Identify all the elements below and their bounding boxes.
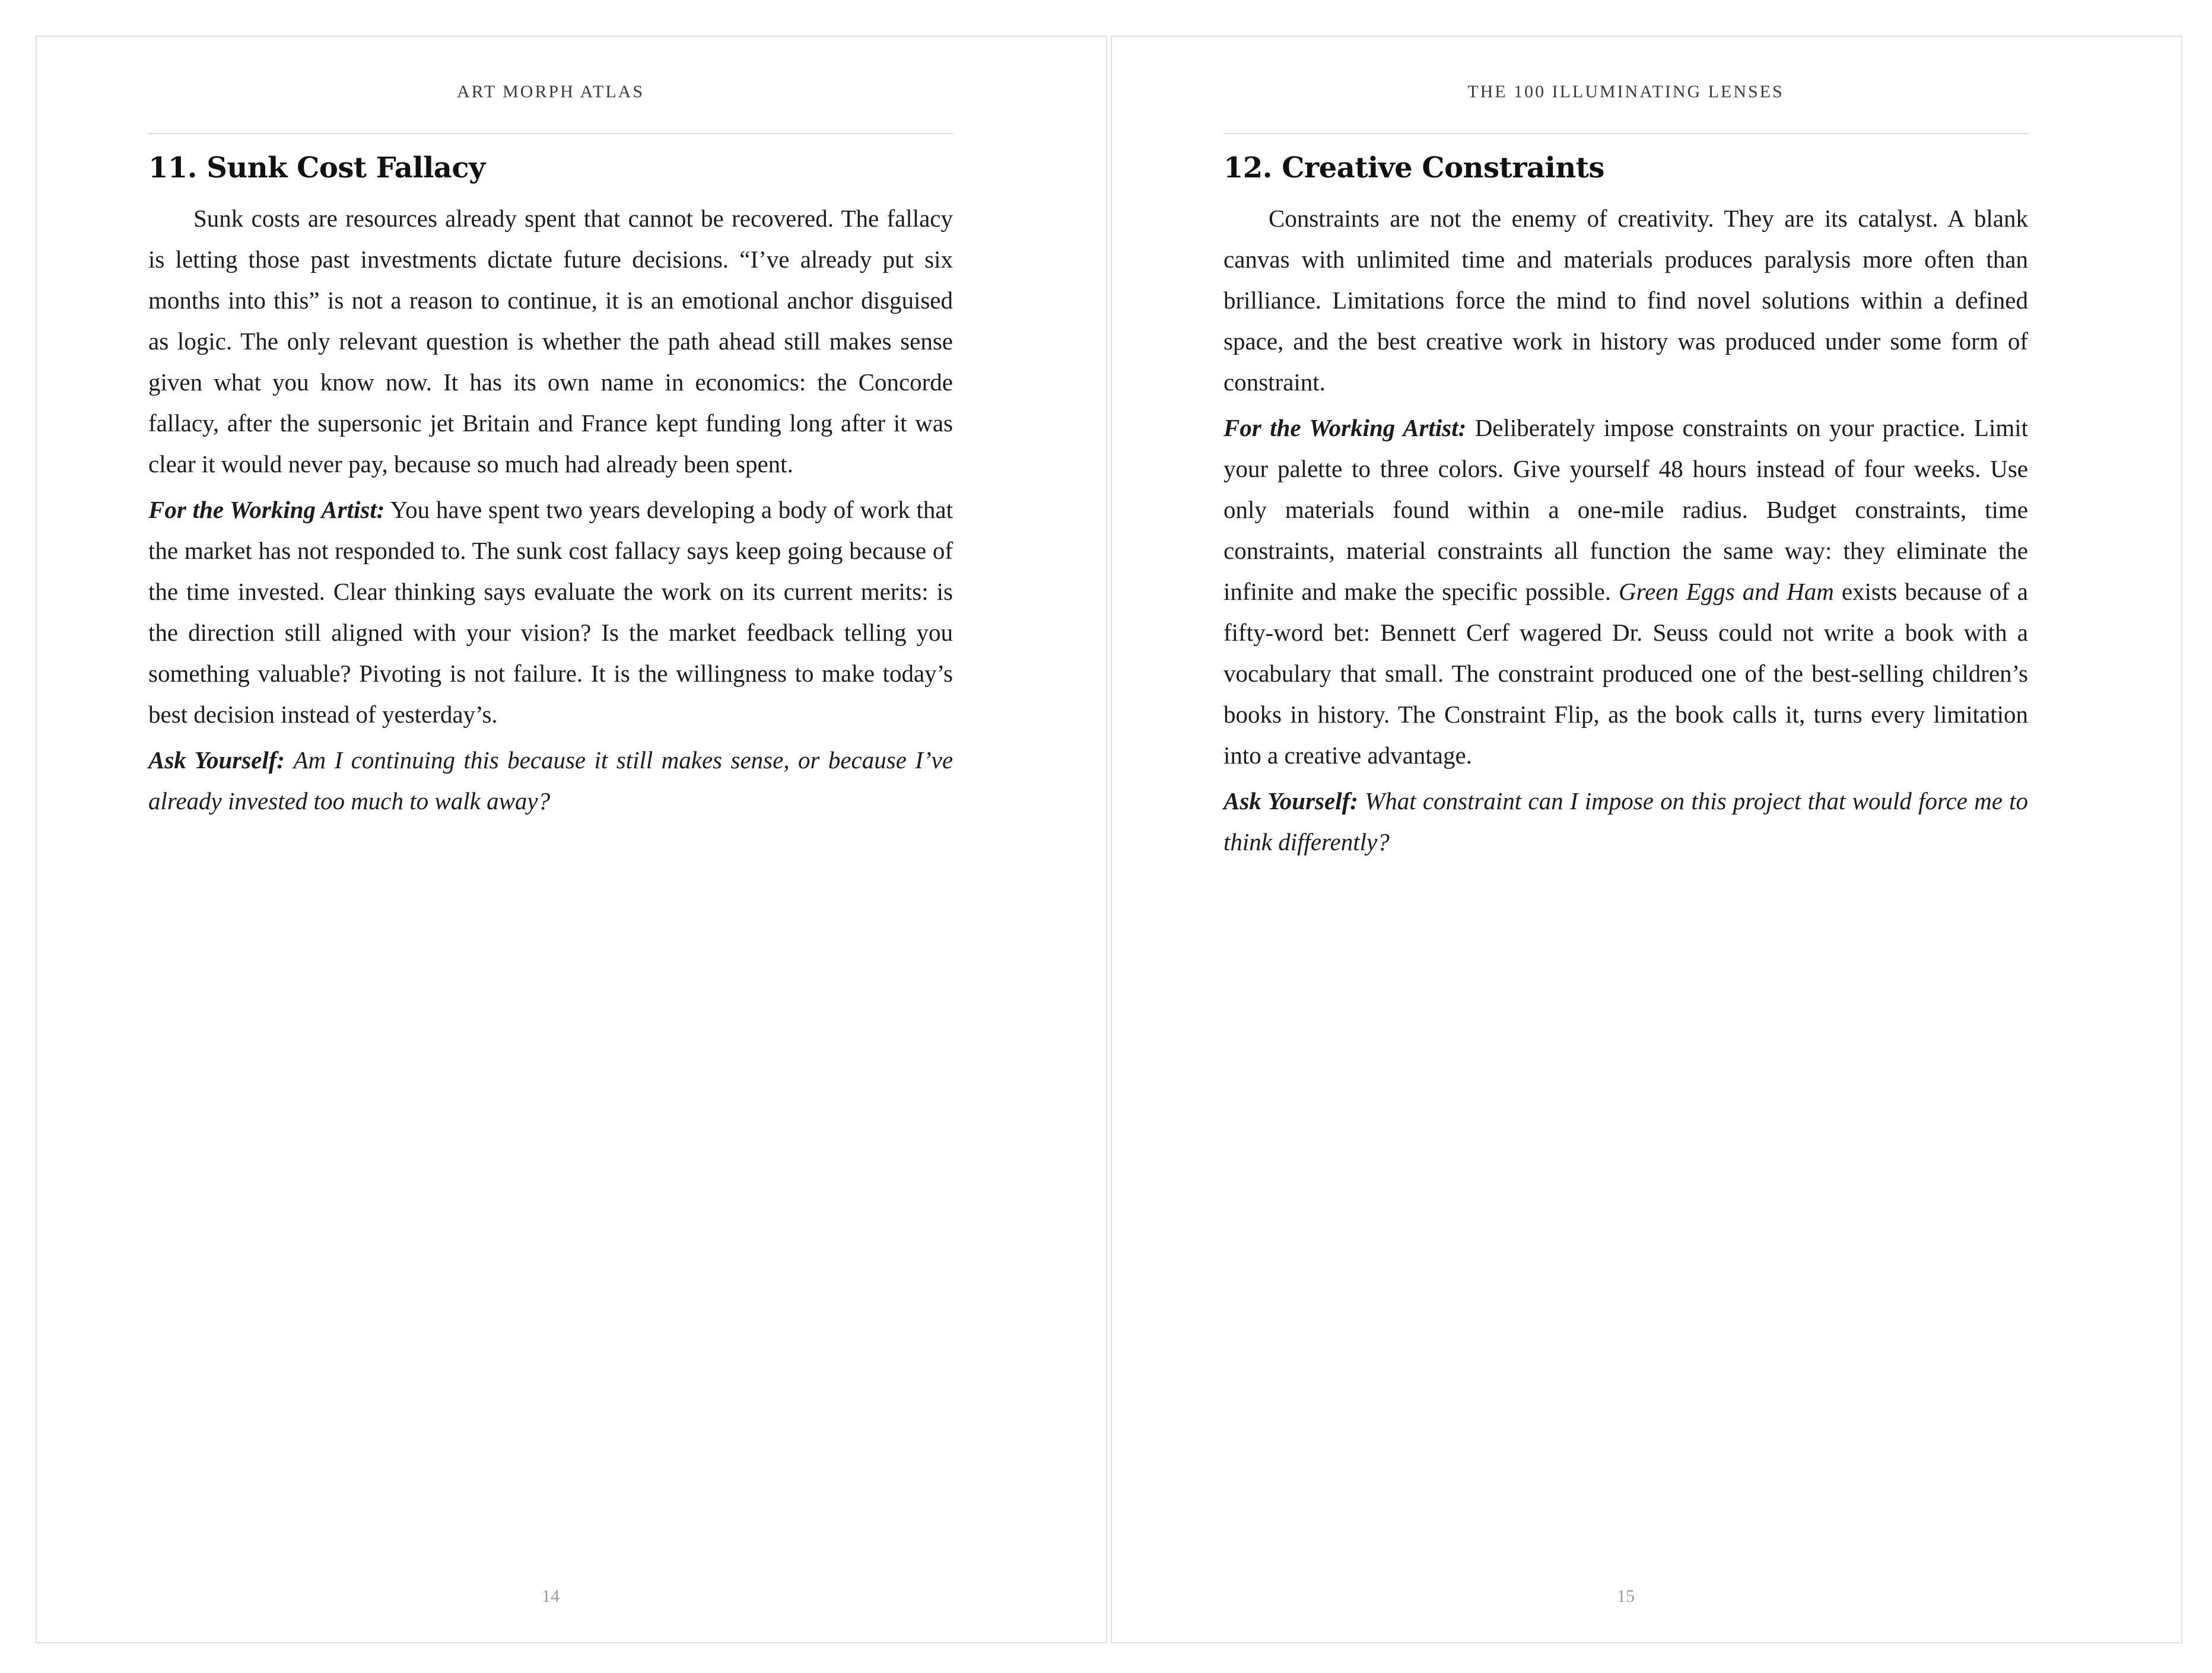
ask-yourself-label: Ask Yourself: <box>148 746 285 774</box>
working-artist-paragraph <box>148 489 953 735</box>
working-artist-text: You have spent two years developing a body of work that the market has not responded to. The sunk cost fallacy says keep going because of the time invested. Clear thinking says evaluate the work on its current merits: is the direction still aligned with your vision? Is the market feedback telling you something valuable? Pivoting is not failure. It is the willingness to make today’s best decision instead of yesterday’s. <box>148 496 953 728</box>
running-head: ART MORPH ATLAS <box>456 82 645 101</box>
right-page <box>1111 36 2182 1643</box>
page-content <box>1223 150 2028 863</box>
ask-yourself-label: Ask Yourself: <box>1223 787 1358 815</box>
working-artist-label: For the Working Artist: <box>148 496 385 523</box>
section-title: 12. Creative Constraints <box>1223 151 1604 185</box>
working-artist-label: For the Working Artist: <box>1223 414 1467 441</box>
page-number: 15 <box>1617 1586 1635 1606</box>
ask-yourself-text: What constraint can I impose on this project that would force me to think differently? <box>1223 787 2029 855</box>
ask-yourself-paragraph <box>1223 781 2028 863</box>
page-content <box>148 150 953 822</box>
working-artist-text-continued: exists because of a fifty-word bet: Bennett Cerf wagered Dr. Seuss could not write a book with a vocabulary that small. The constraint produced one of the best-selling children’s books in history. The Constraint Flip, as the book calls it, turns every limitation into a creative advantage. <box>1223 578 2029 769</box>
left-page <box>36 36 1107 1643</box>
page-number: 14 <box>542 1586 560 1606</box>
header-rule <box>1223 133 2028 134</box>
running-head: THE 100 ILLUMINATING LENSES <box>1467 82 1784 101</box>
ask-yourself-text: Am I continuing this because it still makes sense, or because I’ve already invested too much to walk away? <box>148 746 954 815</box>
intro-paragraph: Constraints are not the enemy of creativity. They are its catalyst. A blank canvas with unlimited time and materials produces paralysis more often than brilliance. Limitations force the mind to find novel solutions within a defined space, and the best creative work in history was produced under some form of constraint. <box>1223 205 2028 396</box>
header-rule <box>148 133 953 134</box>
working-artist-paragraph <box>1223 408 2028 776</box>
book-title-reference: Green Eggs and Ham <box>1619 578 1834 605</box>
intro-paragraph: Sunk costs are resources already spent that cannot be recovered. The fallacy is letting those past investments dictate future decisions. “I’ve already put six months into this” is not a reason to continue, it is an emotional anchor disguised as logic. The only relevant question is whether the path ahead still makes sense given what you know now. It has its own name in economics: the Concorde fallacy, after the supersonic jet Britain and France kept funding long after it was clear it would never pay, because so much had already been spent. <box>148 205 953 478</box>
working-artist-text: Deliberately impose constraints on your practice. Limit your palette to three colors. Give yourself 48 hours instead of four weeks. Use only materials found within a one-mile radius. Budget constraints, time constraints, material constraints all function the same way: they eliminate the infinite and make the specific possible. <box>1223 414 2029 605</box>
section-title: 11. Sunk Cost Fallacy <box>148 151 485 185</box>
ask-yourself-paragraph <box>148 740 953 822</box>
